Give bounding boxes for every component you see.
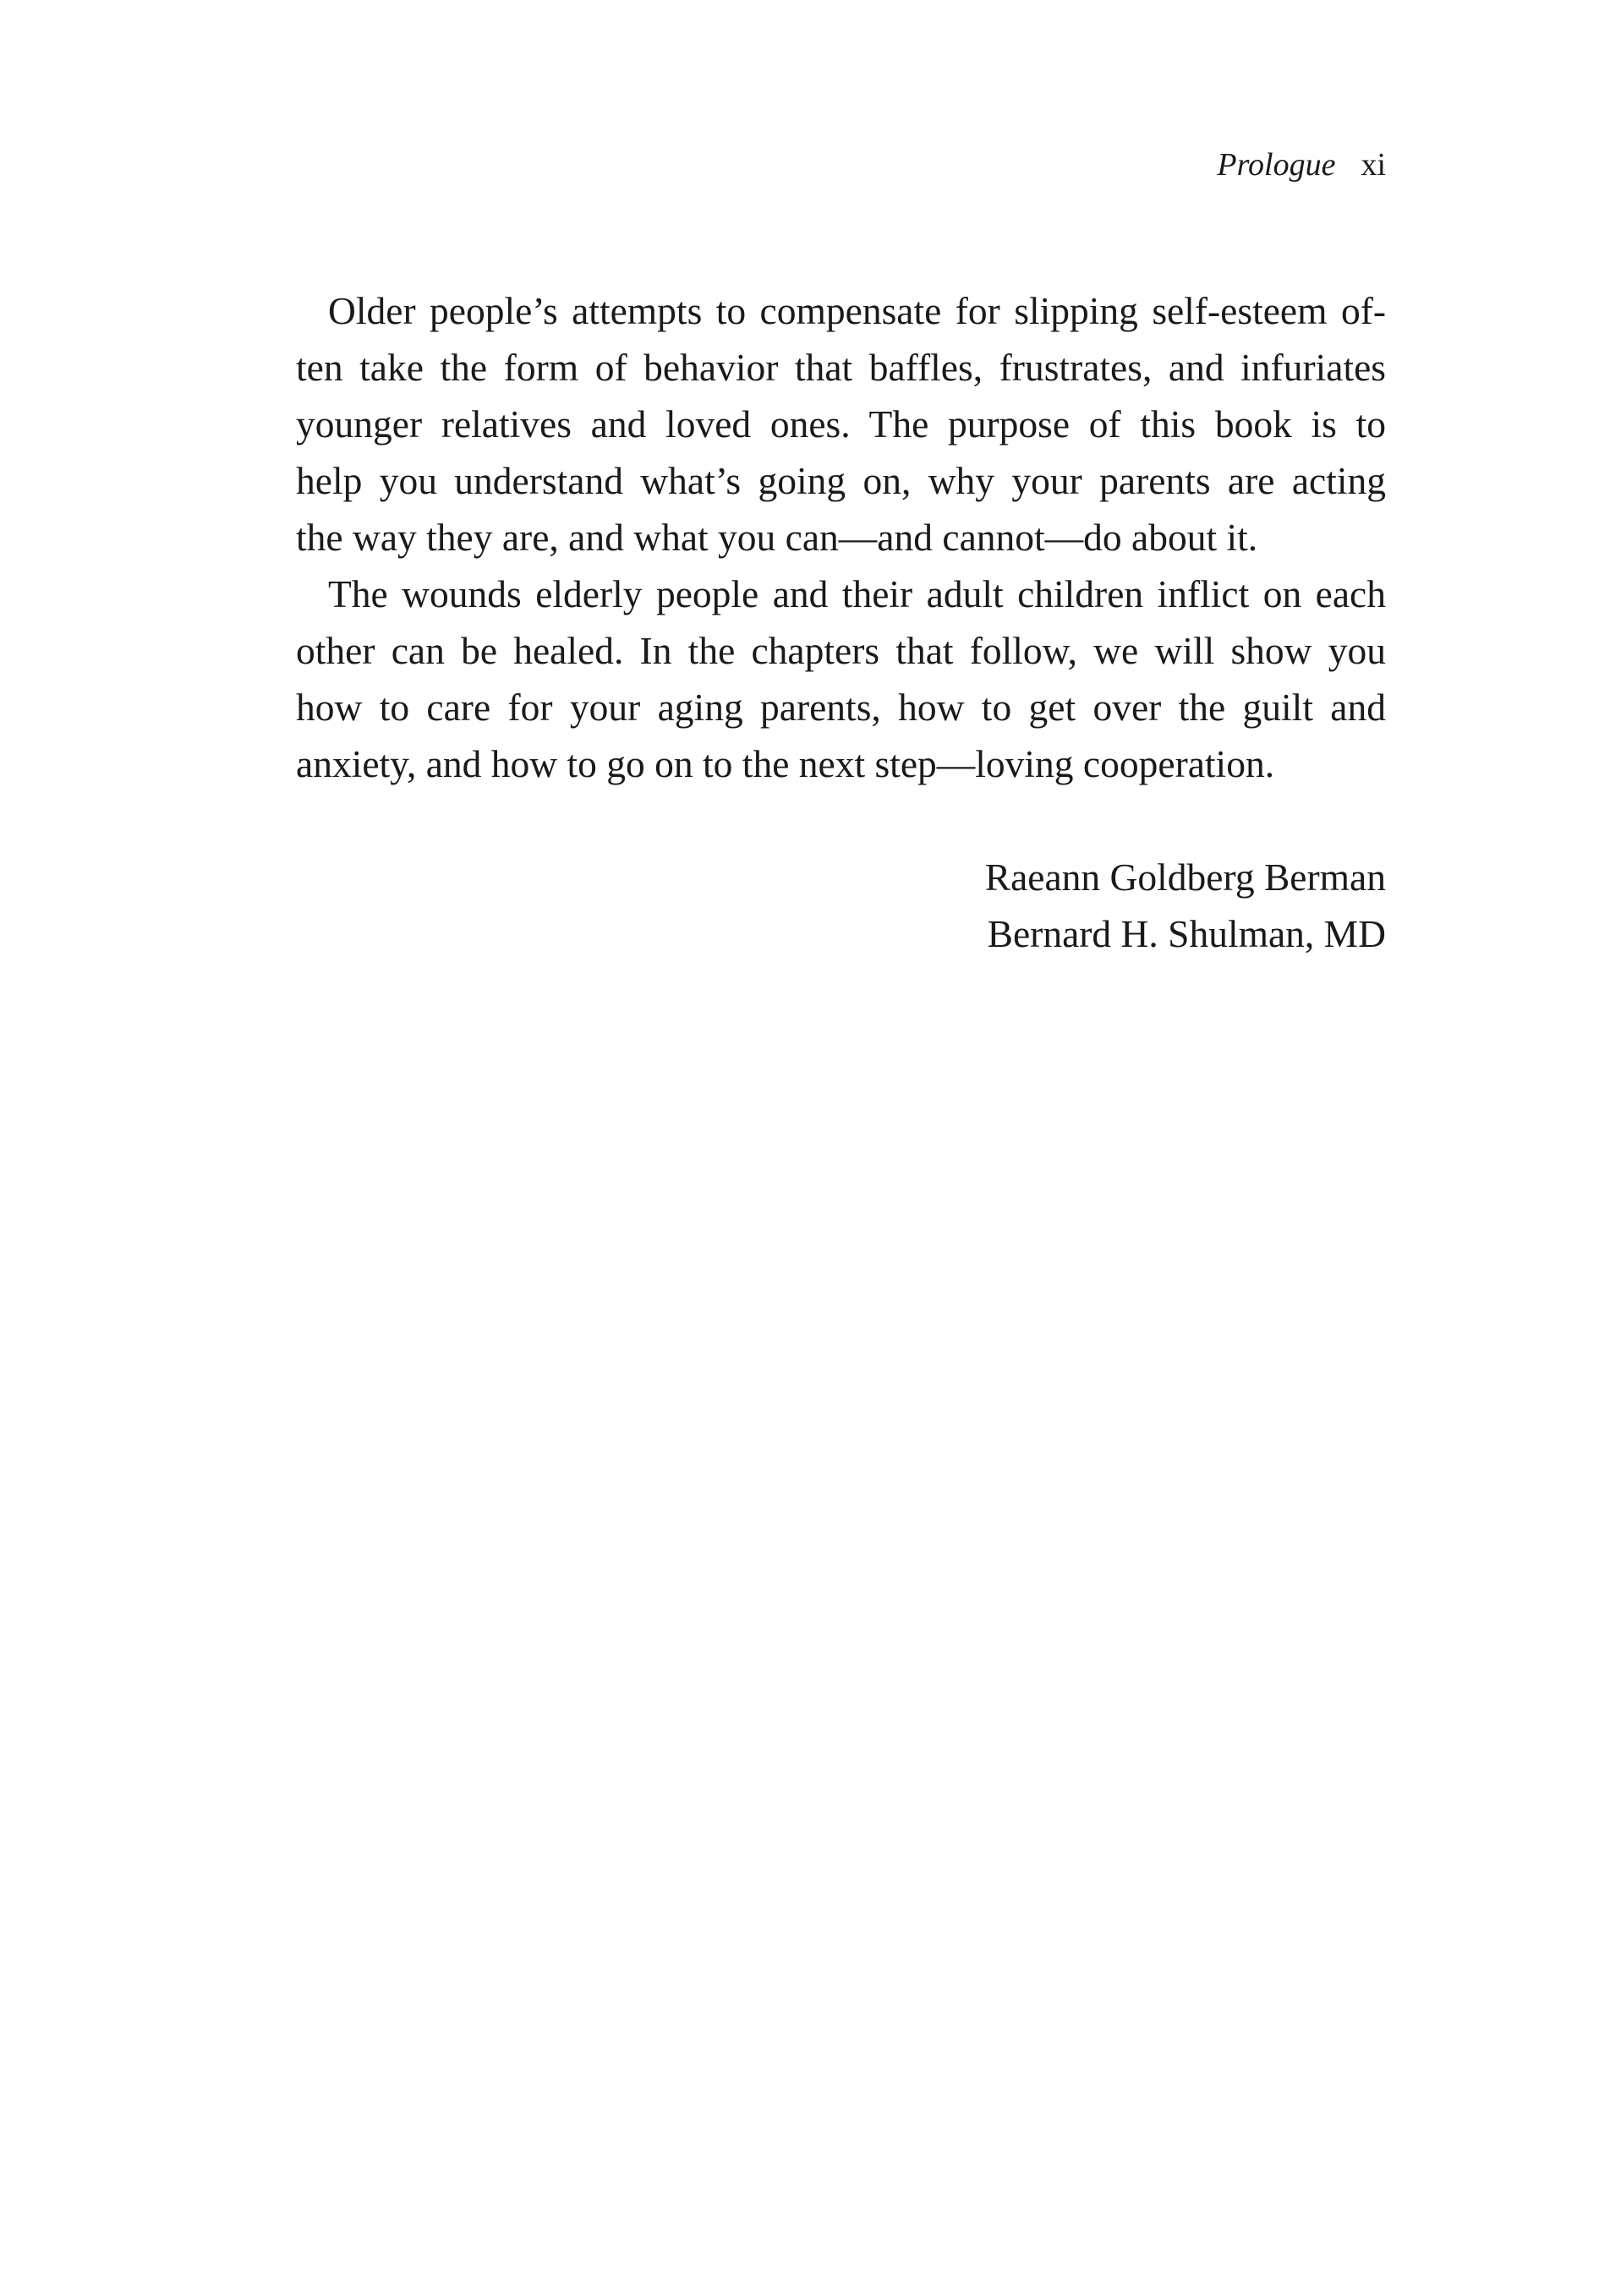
text-line: help you understand what’s going on, why your parents are acting <box>296 459 1386 502</box>
text-line: the way they are, and what you can—and cannot—do about it. <box>296 516 1258 559</box>
paragraph-1 <box>296 282 1386 566</box>
text-line: other can be healed. In the chapters that follow, we will show you <box>296 629 1386 672</box>
running-head-section-title: Prologue <box>1217 147 1336 183</box>
text-line: how to care for your aging parents, how to get over the guilt and <box>296 686 1386 729</box>
text-line: Older people’s attempts to compensate for slipping self-esteem of- <box>328 289 1386 332</box>
page-number: xi <box>1361 147 1386 183</box>
author-name: Raeann Goldberg Berman <box>984 856 1386 899</box>
author-name: Bernard H. Shulman, MD <box>987 912 1386 955</box>
text-line: ten take the form of behavior that baffles, frustrates, and infuriates <box>296 346 1386 389</box>
text-line: younger relatives and loved ones. The purpose of this book is to <box>296 402 1386 446</box>
text-line: anxiety, and how to go on to the next step—loving cooperation. <box>296 742 1275 785</box>
prologue-body-text <box>296 282 1386 792</box>
paragraph-2 <box>296 566 1386 792</box>
running-head <box>1217 149 1386 181</box>
author-signature <box>985 849 1386 962</box>
text-line: The wounds elderly people and their adult children inflict on each <box>328 572 1386 615</box>
